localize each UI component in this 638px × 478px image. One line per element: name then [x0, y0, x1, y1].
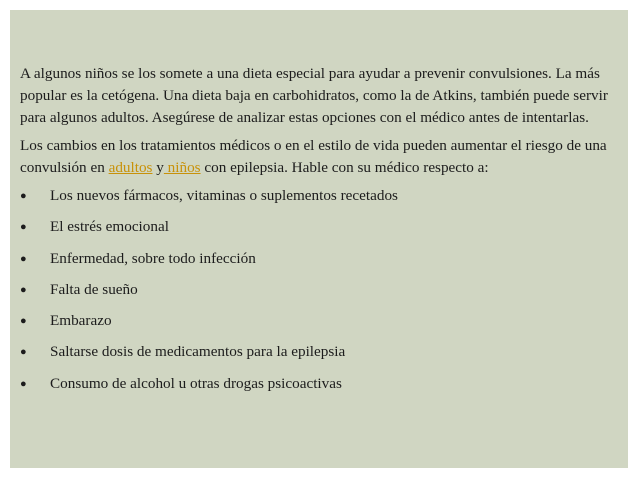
list-item-text: Consumo de alcohol u otras drogas psicoactivas: [50, 374, 342, 392]
risk-text-after: con epilepsia. Hable con su médico respecto a:: [200, 159, 489, 176]
risk-factor-list: [20, 185, 620, 395]
slide-content: [20, 63, 620, 404]
bullet-icon: ●: [20, 252, 27, 265]
children-link[interactable]: niños: [163, 159, 201, 176]
intro-paragraph: A algunos niños se los somete a una dieta especial para ayudar a prevenir convulsiones. La más popular es la cetógena. Una dieta baja en carbohidratos, como la de Atkins, también puede servir para algunos adultos. Asegúrese de analizar estas opciones con el médico antes de intentarlas.: [20, 65, 608, 126]
list-item-text: Saltarse dosis de medicamentos para la epilepsia: [50, 343, 346, 361]
list-item-text: Los nuevos fármacos, vitaminas o suplementos recetados: [50, 187, 398, 204]
list-item-text: Embarazo: [50, 312, 112, 330]
bullet-icon: ●: [20, 377, 27, 390]
bullet-icon: ●: [20, 315, 27, 328]
list-item: [20, 216, 620, 238]
bullet-icon: ●: [20, 283, 27, 296]
risk-text-before: Los cambios en los tratamientos médicos o en el estilo de vida pueden aumentar el riesgo de una convulsión en: [20, 137, 607, 176]
bullet-icon: ●: [20, 190, 27, 202]
adults-link[interactable]: adultos: [108, 159, 153, 176]
list-item-text: Enfermedad, sobre todo infección: [50, 249, 256, 267]
list-item: [20, 310, 620, 332]
list-item: [20, 341, 620, 363]
risk-paragraph: [20, 135, 620, 179]
list-item: [20, 248, 620, 270]
list-item-text: El estrés emocional: [50, 218, 169, 236]
slide: [10, 10, 628, 468]
bullet-icon: ●: [20, 346, 27, 359]
list-item-text: Falta de sueño: [50, 280, 138, 298]
list-item: [20, 185, 620, 207]
bullet-icon: ●: [20, 221, 27, 234]
list-item: [20, 373, 620, 395]
risk-connector: y: [152, 159, 164, 176]
list-item: [20, 279, 620, 301]
